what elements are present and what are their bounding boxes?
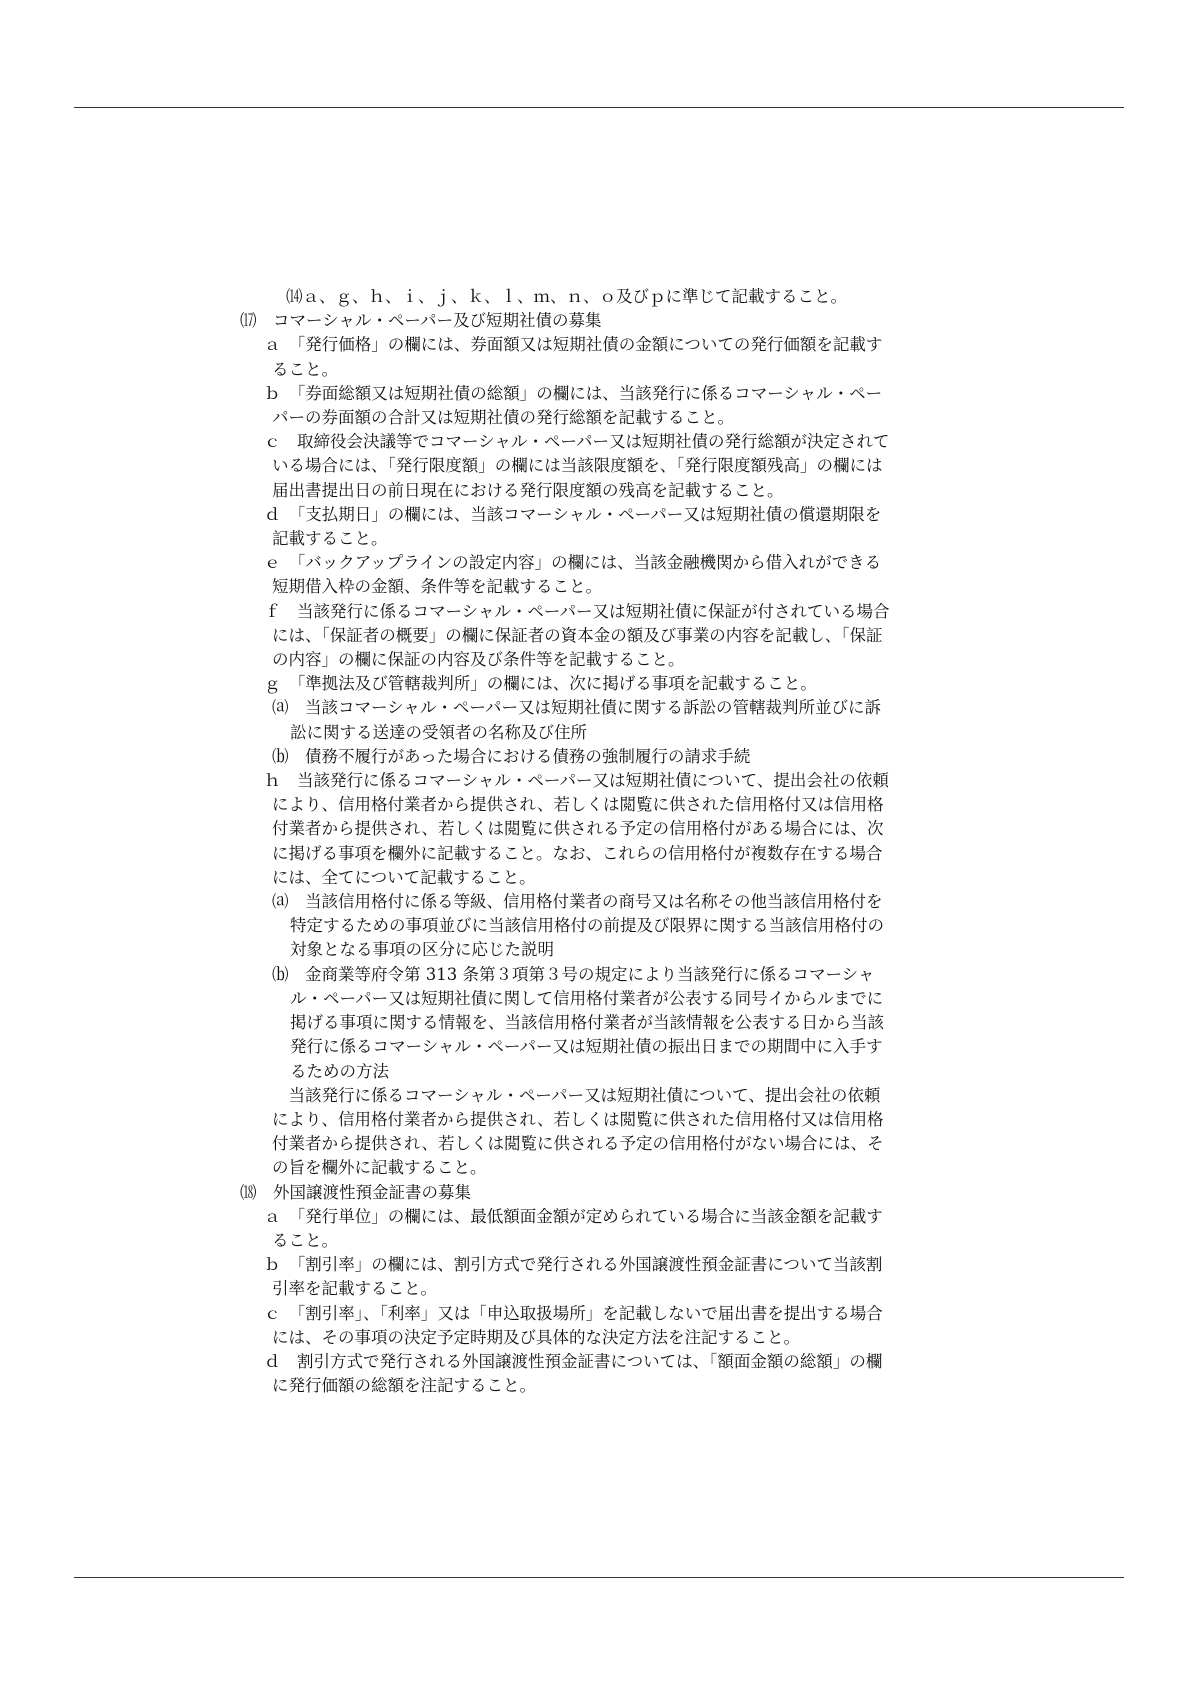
text-line: ること。 [272, 1230, 338, 1250]
text-line: に発行価額の総額を注記すること。 [272, 1376, 536, 1396]
text-line: に掲げる事項を欄外に記載すること。なお、これらの信用格付が複数存在する場合 [272, 843, 883, 863]
text-line: ｅ 「バックアップラインの設定内容」の欄には、当該金融機関から借入れができる [264, 553, 882, 573]
text-line: ること。 [272, 359, 338, 379]
text-line: ｃ 取締役会決議等でコマーシャル・ペーパー又は短期社債の発行総額が決定されて [264, 432, 890, 452]
text-line: ⒜ 当該信用格付に係る等級、信用格付業者の商号又は名称その他当該信用格付を [272, 892, 883, 912]
text-line: の内容」の欄に保証の内容及び条件等を記載すること。 [272, 650, 685, 670]
text-line: により、信用格付業者から提供され、若しくは閲覧に供された信用格付又は信用格 [272, 795, 884, 815]
text-line: の旨を欄外に記載すること。 [272, 1158, 487, 1178]
text-line: るための方法 [290, 1061, 389, 1081]
text-line: 付業者から提供され、若しくは閲覧に供される予定の信用格付がない場合には、そ [272, 1134, 884, 1154]
text-line: ｇ 「準拠法及び管轄裁判所」の欄には、次に掲げる事項を記載すること。 [264, 674, 817, 694]
text-line: ｈ 当該発行に係るコマーシャル・ペーパー又は短期社債について、提出会社の依頼 [264, 771, 889, 791]
text-line: ｄ 「支払期日」の欄には、当該コマーシャル・ペーパー又は短期社債の償還期限を [264, 504, 882, 524]
text-line: ｄ 割引方式で発行される外国譲渡性預金証書については、「額面金額の総額」の欄 [264, 1351, 883, 1371]
document-body [240, 285, 970, 1398]
text-line: ⒜ 当該コマーシャル・ペーパー又は短期社債に関する訴訟の管轄裁判所並びに訴 [272, 698, 882, 718]
text-line: ⒄ コマーシャル・ペーパー及び短期社債の募集 [240, 311, 602, 331]
text-line: ⒝ 金商業等府令第 313 条第３項第３号の規定により当該発行に係るコマーシャ [272, 964, 875, 984]
text-line: 記載すること。 [272, 529, 388, 549]
text-line: 掲げる事項に関する情報を、当該信用格付業者が当該情報を公表する日から当該 [290, 1013, 884, 1033]
text-line: ｃ 「割引率」、「利率」又は「申込取扱場所」を記載しないで届出書を提出する場合 [264, 1303, 883, 1323]
text-line: ⒅ 外国譲渡性預金証書の募集 [240, 1182, 471, 1202]
text-line: パーの券面額の合計又は短期社債の発行総額を記載すること。 [272, 408, 734, 428]
text-line: ル・ペーパー又は短期社債に関して信用格付業者が公表する同号イからルまでに [290, 988, 884, 1008]
text-line: 届出書提出日の前日現在における発行限度額の残高を記載すること。 [272, 480, 784, 500]
text-line: ｆ 当該発行に係るコマーシャル・ペーパー又は短期社債に保証が付されている場合 [264, 601, 890, 621]
text-line: には、その事項の決定予定時期及び具体的な決定方法を注記すること。 [272, 1327, 800, 1347]
text-line: ａ 「発行価格」の欄には、券面額又は短期社債の金額についての発行価額を記載す [264, 335, 883, 355]
footer-rule [74, 1577, 1124, 1578]
text-line: ｂ 「割引率」の欄には、割引方式で発行される外国譲渡性預金証書について当該割 [264, 1255, 883, 1275]
text-line: いる場合には、「発行限度額」の欄には当該限度額を、「発行限度額残高」の欄には [272, 456, 883, 476]
text-line: 短期借入枠の金額、条件等を記載すること。 [272, 577, 602, 597]
text-line: 付業者から提供され、若しくは閲覧に供される予定の信用格付がある場合には、次 [272, 819, 884, 839]
text-line: には、全てについて記載すること。 [272, 867, 536, 887]
text-line: ⒝ 債務不履行があった場合における債務の強制履行の請求手続 [272, 746, 751, 766]
text-line: には、「保証者の概要」の欄に保証者の資本金の額及び事業の内容を記載し、「保証 [272, 625, 883, 645]
text-line: ａ 「発行単位」の欄には、最低額面金額が定められている場合に当該金額を記載す [264, 1206, 883, 1226]
header-rule [74, 107, 1124, 108]
text-line: ⒁ａ、ｇ、ｈ、ｉ、ｊ、ｋ、ｌ、ｍ、ｎ、ｏ及びｐに準じて記載すること。 [286, 287, 847, 306]
text-line: 訟に関する送達の受領者の名称及び住所 [290, 722, 587, 742]
text-line: により、信用格付業者から提供され、若しくは閲覧に供された信用格付又は信用格 [272, 1109, 884, 1129]
text-line: 対象となる事項の区分に応じた説明 [290, 940, 554, 960]
text-line: ｂ 「券面総額又は短期社債の総額」の欄には、当該発行に係るコマーシャル・ペー [264, 383, 883, 403]
text-line: 特定するための事項並びに当該信用格付の前提及び限界に関する当該信用格付の [290, 916, 884, 936]
text-line: 当該発行に係るコマーシャル・ペーパー又は短期社債について、提出会社の依頼 [272, 1085, 881, 1105]
text-line: 発行に係るコマーシャル・ペーパー又は短期社債の振出日までの期間中に入手す [290, 1037, 883, 1057]
text-line: 引率を記載すること。 [272, 1279, 437, 1299]
